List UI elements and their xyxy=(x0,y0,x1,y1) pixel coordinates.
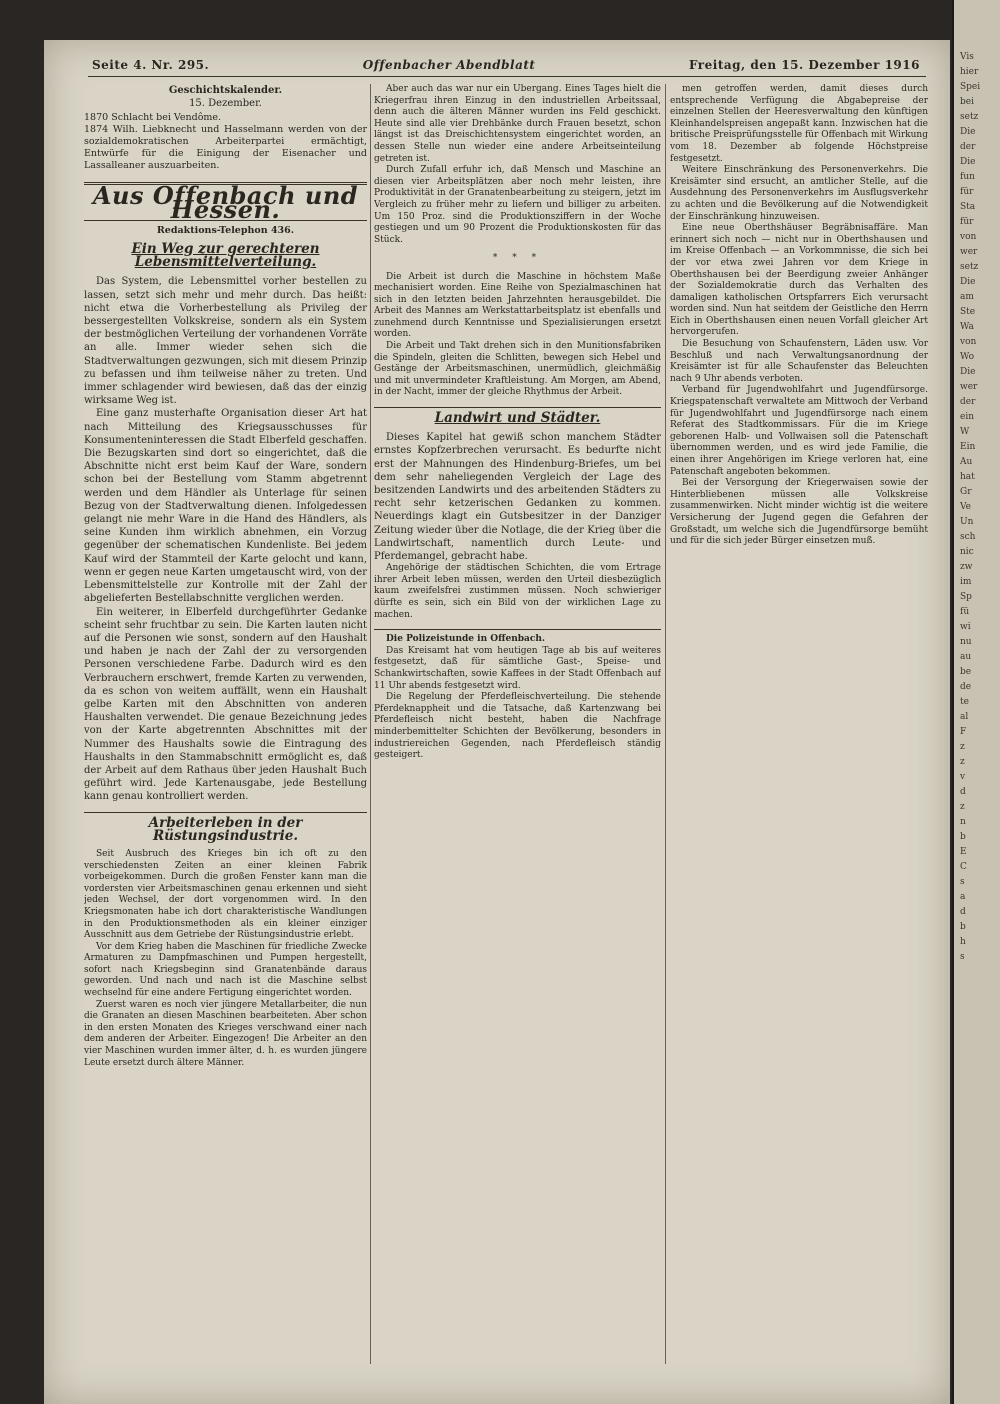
article-title: Die Polizeistunde in Offenbach. xyxy=(386,634,546,645)
article-paragraph: Die Arbeit ist durch die Maschine in höchstem Maße mechanisiert worden. Eine Reihe von Spezialmaschinen hat sich in den letzten beiden Jahrzehnten herausgebildet. Die Arbeit des Mannes am Werkstattarbeitsplatz ist ebenfalls und zunehmend durch Kenntnisse und Spezialisierungen ersetzt worden. xyxy=(374,271,661,340)
column-3 xyxy=(670,84,928,1384)
adjacent-page-text: Vis hier Spei bei setz Die der Die fun für Sta für von wer setz Die am Ste Wa von Wo Die wer der ein W Ein Au hat Gr Ve Un sch nic zw im Sp fü wi nu au be de te al F z z v d z n b E C s a d b h s xyxy=(960,52,981,962)
article-title: Arbeiterleben in der Rüstungsindustrie. xyxy=(148,814,303,844)
adjacent-page-edge xyxy=(952,0,1000,1404)
newspaper-page xyxy=(44,40,950,1404)
section-heading: Aus Offenbach und Hessen. xyxy=(84,182,367,220)
article-paragraph: Vor dem Krieg haben die Maschinen für friedliche Zwecke Armaturen zu Dampfmaschinen und Pumpen hergestellt, sofort nach Kriegsbeginn sind Granatenbände daraus geworden. Und nach und nach ist die Maschine selbst wechselnd für eine andere Fertigung eingerichtet worden. xyxy=(84,941,367,999)
article-paragraph: Die Arbeit und Takt drehen sich in den Munitionsfabriken die Spindeln, gleiten die Schlitten, bewegen sich Hebel und Gestänge der Arbeitsmaschinen, unermüdlich, gleichmäßig und mit unvermindeter Kraftleistung. Am Morgen, am Abend, in der Nacht, immer der gleiche Rhythmus der Arbeit. xyxy=(374,341,661,398)
header-rule xyxy=(88,76,926,77)
separator-dots: * * * xyxy=(492,253,543,264)
article-paragraph: Zuerst waren es noch vier jüngere Metallarbeiter, die nun die Granaten an diesen Maschinen bearbeiteten. Aber schon in den ersten Monaten des Krieges verschwand einer nach dem anderen der Arbeiter. Eingezogen! Die Arbeiter an den vier Maschinen wurden immer älter, d. h. es wurden jüngere Leute ersetzt durch ältere Männer. xyxy=(84,999,367,1068)
article-paragraph: Weitere Einschränkung des Personenverkehrs. Die Kreisämter sind ersucht, an amtlicher Stelle, auf die Ausdehnung des Personenverkehrs im Ausflugsverkehr zu achten und die Bevölkerung auf die Notwendigkeit der Einschränkung hinzuweisen. xyxy=(670,165,928,222)
article-title: Landwirt und Städter. xyxy=(434,410,601,427)
article-paragraph: Eine ganz musterhafte Organisation dieser Art hat nach Mitteilung des Kriegsausschusses für Konsumenteninteressen die Stadt Elberfeld geschaffen. Die Bezugskarten sind dort so eingerichtet, daß die Abschnitte nicht erst beim Kauf der Ware, sondern schon bei der Bestellung vom Stamm abgetrennt werden und dem Händler als Unterlage für seinen Bezug von der Stadtverwaltung dienen. Infolgedessen gelangt nie mehr Ware in die Hand des Händlers, als seine Kunden ihm wirklich abnehmen, ein Vorzug gegenüber der schematischen Kundenliste. Bei jedem Kauf wird der Stammteil der Karte gelocht und kann, wenn er gegen neue Karten umgetauscht wird, von der Lebensmittelstelle zur Kontrolle mit der Zahl der abgelieferten Bestellabschnitte verglichen werden. xyxy=(84,408,367,605)
history-calendar-date: 15. Dezember. xyxy=(189,98,262,110)
history-calendar-entry: 1870 Schlacht bei Vendôme. xyxy=(84,112,222,124)
article-paragraph: Angehörige der städtischen Schichten, die vom Ertrage ihrer Arbeit leben müssen, werden den Urteil diesbezüglich kaum zweifelsfrei zustimmen müssen. Noch schwieriger dürfte es sein, sich ein Bild von der wirklichen Lage zu machen. xyxy=(374,563,661,620)
article-divider xyxy=(374,407,661,408)
article-paragraph: men getroffen werden, damit dieses durch entsprechende Verfügung die Abgabepreise der einzelnen Stellen der Heeresverwaltung den künftigen Kleinhandelspreisen angepaßt kann. Inzwischen hat die britische Preisprüfungsstelle für Offenbach mit Wirkung vom 18. Dezember ab folgende Höchstpreise festgesetzt. xyxy=(670,84,928,164)
column-1 xyxy=(84,84,367,1384)
article-paragraph xyxy=(374,634,661,646)
article-paragraph: Die Regelung der Pferdefleischverteilung. Die stehende Pferdeknappheit und die Tatsache, daß Kartenzwang bei Pferdefleisch nicht besteht, haben die Nachfrage minderbemittelter Schichten der Bevölkerung, besonders in industriereichen Gegenden, nach Pferdefleisch ständig gesteigert. xyxy=(374,692,661,761)
article-paragraph: Bei der Versorgung der Kriegerwaisen sowie der Hinterbliebenen müssen alle Volkskreise zusammenwirken. Nicht minder wichtig ist die weitere Versicherung der Jugend gegen die Gefahren der Großstadt, um welche sich die Jugendfürsorge bemüht und für die sich jeder Bürger einsetzen muß. xyxy=(670,478,928,547)
page-number: Seite 4. Nr. 295. xyxy=(92,58,210,72)
editorial-phone: Redaktions-Telephon 436. xyxy=(156,224,295,236)
article-paragraph: Verband für Jugendwohlfahrt und Jugendfürsorge. Kriegspatenschaft verwaltete am Mittwoch der Verband für Jugendwohlfahrt und Jugendfürsorge nach einem Referat des Stadtkommissars. Für die im Kriege geborenen Halb- und Vollwaisen soll die Patenschaft übernommen werden, und es wird jede Familie, die einen ihrer Angehörigen im Kriege verloren hat, eine Patenschaft angeboten bekommen. xyxy=(670,385,928,477)
article-paragraph: Eine neue Oberthshäuser Begräbnisaffäre. Man erinnert sich noch — nicht nur in Oberthshausen und im Kreise Offenbach — an Vorkommnisse, die sich bei der vor etwa zwei Jahren vor dem Kriege in Oberthshausen bei der Beerdigung zweier Anhänger der Sozialdemokratie durch das Verhalten des damaligen katholischen Ortspfarrers Eich verursacht worden sind. Nun hat seitdem der Geistliche den Herrn Eich in Oberthshausen einen neuen Vorfall gleicher Art hervorgerufen. xyxy=(670,223,928,338)
article-paragraph: Durch Zufall erfuhr ich, daß Mensch und Maschine an diesen vier Arbeitsplätzen aber noch mehr leisten, ihre Produktivität in der Granatenbearbeitung zu steigern, jetzt im Vergleich zu früher mehr zu liefern und billiger zu arbeiten. Um 150 Proz. sind die Produktionsziffern in der Woche gestiegen und um 90 Prozent die Produktionskosten für das Stück. xyxy=(374,165,661,245)
article-divider xyxy=(84,812,367,813)
history-calendar-entry: 1874 Wilh. Liebknecht und Hasselmann werden von der sozialdemokratischen Arbeiterpartei ermächtigt, Entwürfe für die Einigung der Eisenacher und Lassalleaner auszuarbeiten. xyxy=(84,124,367,172)
article-paragraph: Seit Ausbruch des Krieges bin ich oft zu den verschiedensten Zeiten an einer kleinen Fabrik vorbeigekommen. Durch die großen Fenster kann man die vordersten vier Arbeitsmaschinen genau erkennen und sieht jeden Wechsel, der dort vorgenommen wird. In den Kriegsmonaten habe ich dort charakteristische Wandlungen in den Produktionsmethoden als ein kleiner einziger Ausschnitt aus dem Getriebe der Rüstungsindustrie erlebt. xyxy=(84,848,367,941)
article-divider xyxy=(374,629,661,630)
column-rule xyxy=(370,84,371,1364)
article-paragraph: Die Besuchung von Schaufenstern, Läden usw. Vor Beschluß und nach Verwaltungsanordnung der Kreisämter ist für alle Schaufenster das Beleuchten nach 9 Uhr abends verboten. xyxy=(670,339,928,384)
article-paragraph: Aber auch das war nur ein Übergang. Eines Tages hielt die Kriegerfrau ihren Einzug in den industriellen Arbeitssaal, denn auch die älteren Männer wurden ins Feld geschickt. Heute sind alle vier Drehbänke durch Frauen besetzt, schon längst ist das Dreischichtensystem eingerichtet worden, an dessen Stelle nun wieder eine andere Arbeitseinteilung getreten ist. xyxy=(374,84,661,164)
history-calendar-title: Geschichtskalender. xyxy=(168,85,283,96)
newspaper-name: Offenbacher Abendblatt xyxy=(362,58,536,72)
column-rule xyxy=(665,84,666,1364)
article-paragraph: Ein weiterer, in Elberfeld durchgeführter Gedanke scheint sehr fruchtbar zu sein. Die Karten lauten nicht auf die Personen wie sonst, sondern auf den Haushalt und haben je nach der Zahl der zu versorgenden Personen verschiedene Farbe. Dadurch wird es den Verbrauchern erschwert, fremde Karten zu verwenden, da es schon von weitem auffällt, wenn ein Haushalt gelbe Karten mit den Abschnitten von anderen Haushalten verwendet. Die genaue Bezeichnung jedes von der Karte abgetrennten Abschnittes mit der Nummer des Haushalts sowie die Eintragung des Haushalts in den Stammabschnitt ermöglicht es, daß der Arbeit auf dem Rathaus über jeden Haushalt Buch geführt wird. Jede Kartenausgabe, jede Bestellung kann genau kontrolliert werden. xyxy=(84,606,367,803)
column-2 xyxy=(374,84,661,1384)
issue-date: Freitag, den 15. Dezember 1916 xyxy=(689,58,920,72)
article-paragraph: Dieses Kapitel hat gewiß schon manchem Städter ernstes Kopfzerbrechen verursacht. Es bedurfte nicht erst der Mahnungen des Hindenburg-Briefes, um bei dem sehr naheliegenden Vergleich der Lage des besitzenden Landwirts und des arbeitenden Städters zu recht sehr ketzerischen Gedanken zu kommen. Neuerdings klagt ein Gutsbesitzer in der Danziger Zeitung wieder über die Notlage, die der Krieg über die Landwirtschaft, namentlich durch Leute- und Pferdemangel, gebracht habe. xyxy=(374,432,661,563)
article-paragraph: Das System, die Lebensmittel vorher bestellen zu lassen, setzt sich mehr und mehr durch. Das heißt: nicht etwa die Vorherbestellung als Privileg der bessergestellten Volkskreise, sondern als ein System der bestmöglichen Verteilung der vorhandenen Vorräte an alle. Immer wieder sehen sich die Stadtverwaltungen gezwungen, sich mit diesem Prinzip zu befassen und ihm teilweise näher zu treten. Und immer schlagender wird bewiesen, daß das der einzig wirksame Weg ist. xyxy=(84,276,367,407)
article-title: Ein Weg zur gerechteren Lebensmittelverteilung. xyxy=(131,241,320,271)
article-paragraph: Das Kreisamt hat vom heutigen Tage ab bis auf weiteres festgesetzt, daß für sämtliche Gast-, Speise- und Schankwirtschaften, sowie Kaffees in der Stadt Offenbach auf 11 Uhr abends festgesetzt wird. xyxy=(374,645,661,691)
